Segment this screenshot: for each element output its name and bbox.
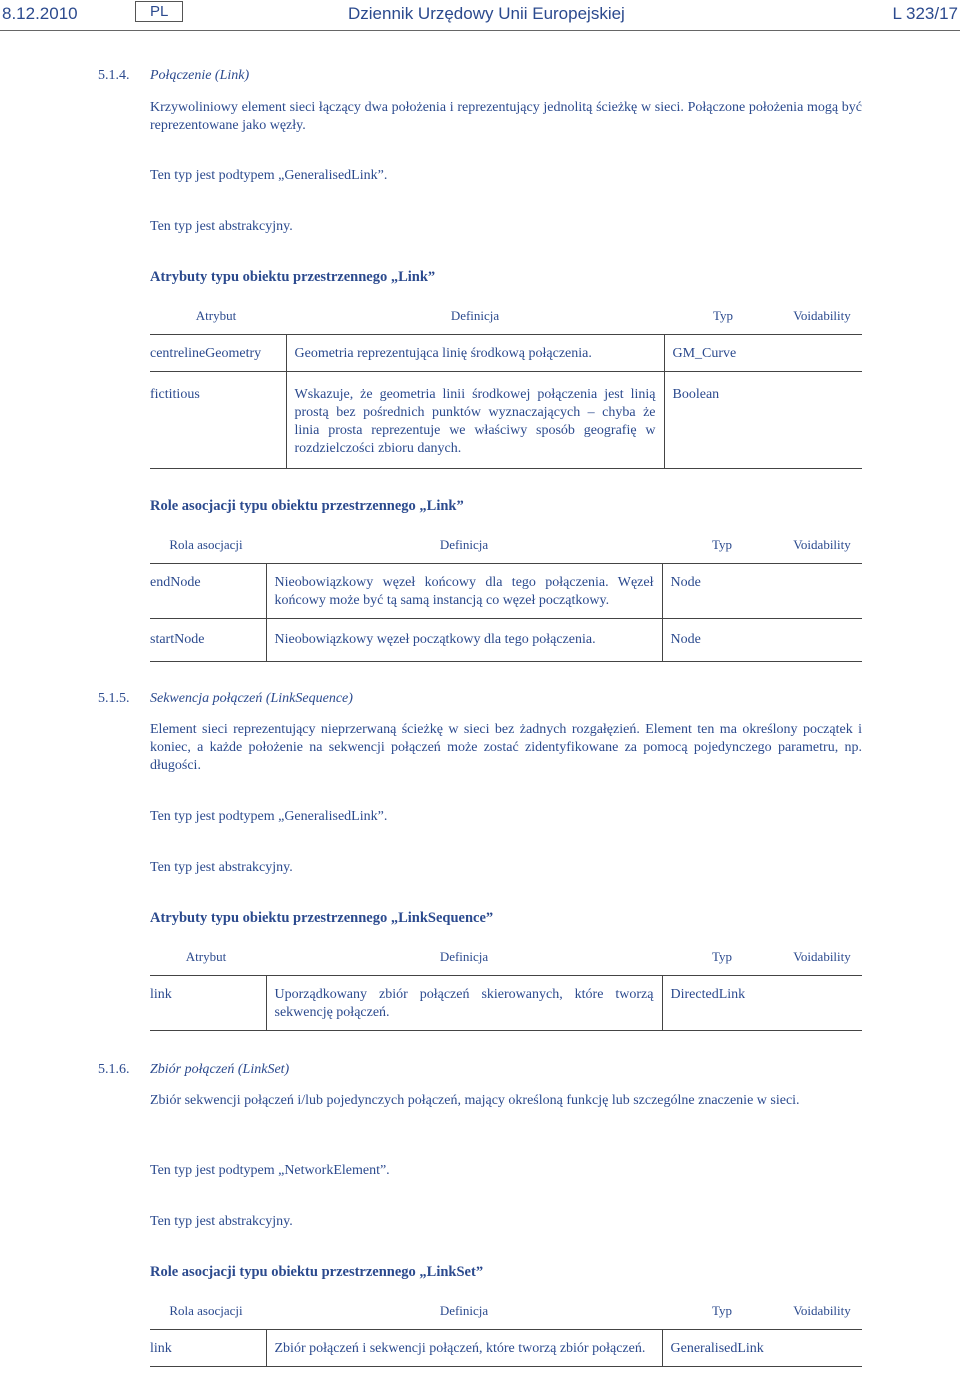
- attribute-name: centrelineGeometry: [150, 335, 286, 372]
- column-header: Voidability: [782, 308, 862, 335]
- role-type: Node: [662, 619, 782, 662]
- column-header: Typ: [662, 949, 782, 976]
- attributes-heading: Atrybuty typu obiektu przestrzennego „LinkSequence”: [150, 910, 494, 926]
- table-header-row: [150, 537, 862, 564]
- table-row: [150, 619, 862, 662]
- role-name: endNode: [150, 564, 266, 619]
- column-header: Rola asocjacji: [150, 1303, 266, 1330]
- attributes-heading: Atrybuty typu obiektu przestrzennego „Link”: [150, 269, 436, 285]
- role-voidability: [782, 1330, 862, 1367]
- table-header-row: [150, 1303, 862, 1330]
- journal-title: Dziennik Urzędowy Unii Europejskiej: [348, 4, 625, 23]
- attribute-name: link: [150, 976, 266, 1031]
- publication-date: 8.12.2010: [2, 4, 78, 23]
- column-header: Definicja: [286, 308, 664, 335]
- attributes-table: [150, 308, 862, 469]
- attributes-table: [150, 949, 862, 1031]
- association-roles-heading: Role asocjacji typu obiektu przestrzennego „LinkSet”: [150, 1264, 484, 1280]
- language-badge: PL: [135, 1, 183, 22]
- section-description: Krzywoliniowy element sieci łączący dwa położenia i reprezentujący jednolitą ścieżkę w sieci. Połączone położenia mogą być reprezentowane jako węzły.: [150, 100, 862, 133]
- association-roles-table: [150, 537, 862, 662]
- section-number: 5.1.4.: [98, 68, 130, 83]
- table-row: [150, 372, 862, 469]
- attribute-definition: Wskazuje, że geometria linii środkowej połączenia jest linią prostą bez pośrednich punktów wyznaczających – chyba że linia prosta reprezentuje we właściwy sposób geografię w rozdzielczości zbioru danych.: [286, 372, 664, 469]
- column-header: Voidability: [782, 1303, 862, 1330]
- role-definition: Nieobowiązkowy węzeł początkowy dla tego połączenia.: [266, 619, 662, 662]
- section-title: Zbiór połączeń (LinkSet): [150, 1062, 290, 1077]
- page-header: [0, 0, 960, 30]
- role-name: link: [150, 1330, 266, 1367]
- attribute-type: DirectedLink: [662, 976, 782, 1031]
- subtype-note: Ten typ jest podtypem „GeneralisedLink”.: [150, 168, 388, 183]
- column-header: Atrybut: [150, 949, 266, 976]
- subtype-note: Ten typ jest podtypem „GeneralisedLink”.: [150, 809, 388, 824]
- role-voidability: [782, 564, 862, 619]
- association-roles-table: [150, 1303, 862, 1367]
- header-rule: [0, 30, 960, 31]
- attribute-voidability: [782, 372, 862, 469]
- column-header: Rola asocjacji: [150, 537, 266, 564]
- section-title: Sekwencja połączeń (LinkSequence): [150, 691, 353, 706]
- column-header: Typ: [662, 537, 782, 564]
- section-number: 5.1.5.: [98, 691, 130, 706]
- column-header: Definicja: [266, 949, 662, 976]
- attribute-type: Boolean: [664, 372, 782, 469]
- subtype-note: Ten typ jest podtypem „NetworkElement”.: [150, 1163, 390, 1178]
- abstract-note: Ten typ jest abstrakcyjny.: [150, 860, 293, 875]
- association-roles-heading: Role asocjacji typu obiektu przestrzennego „Link”: [150, 498, 464, 514]
- table-header-row: [150, 949, 862, 976]
- section-description: Element sieci reprezentujący nieprzerwaną ścieżkę w sieci bez żadnych rozgałęzień. Element ten ma określony początek i koniec, a każde położenie na sekwencji połączeń może zostać zidentyfikowane za pomocą pojedynczego parametru, np. długości.: [150, 722, 862, 773]
- column-header: Typ: [662, 1303, 782, 1330]
- attribute-voidability: [782, 335, 862, 372]
- role-definition: Zbiór połączeń i sekwencji połączeń, które tworzą zbiór połączeń.: [266, 1330, 662, 1367]
- attribute-definition: Geometria reprezentująca linię środkową połączenia.: [286, 335, 664, 372]
- attribute-voidability: [782, 976, 862, 1031]
- column-header: Typ: [664, 308, 782, 335]
- column-header: Definicja: [266, 1303, 662, 1330]
- table-row: [150, 976, 862, 1031]
- table-row: [150, 335, 862, 372]
- attribute-name: fictitious: [150, 372, 286, 469]
- table-header-row: [150, 308, 862, 335]
- table-row: [150, 564, 862, 619]
- column-header: Voidability: [782, 949, 862, 976]
- role-voidability: [782, 619, 862, 662]
- section-title: Połączenie (Link): [150, 68, 250, 83]
- role-name: startNode: [150, 619, 266, 662]
- page-reference: L 323/17: [892, 4, 958, 23]
- table-row: [150, 1330, 862, 1367]
- column-header: Voidability: [782, 537, 862, 564]
- section-description: Zbiór sekwencji połączeń i/lub pojedynczych połączeń, mający określoną funkcję lub szczególne znaczenie w sieci.: [150, 1093, 800, 1108]
- attribute-type: GM_Curve: [664, 335, 782, 372]
- section-number: 5.1.6.: [98, 1062, 130, 1077]
- column-header: Atrybut: [150, 308, 286, 335]
- abstract-note: Ten typ jest abstrakcyjny.: [150, 1214, 293, 1229]
- role-definition: Nieobowiązkowy węzeł końcowy dla tego połączenia. Węzeł końcowy może być tą samą instancją co węzeł początkowy.: [266, 564, 662, 619]
- role-type: GeneralisedLink: [662, 1330, 782, 1367]
- column-header: Definicja: [266, 537, 662, 564]
- role-type: Node: [662, 564, 782, 619]
- attribute-definition: Uporządkowany zbiór połączeń skierowanych, które tworzą sekwencję połączeń.: [266, 976, 662, 1031]
- abstract-note: Ten typ jest abstrakcyjny.: [150, 219, 293, 234]
